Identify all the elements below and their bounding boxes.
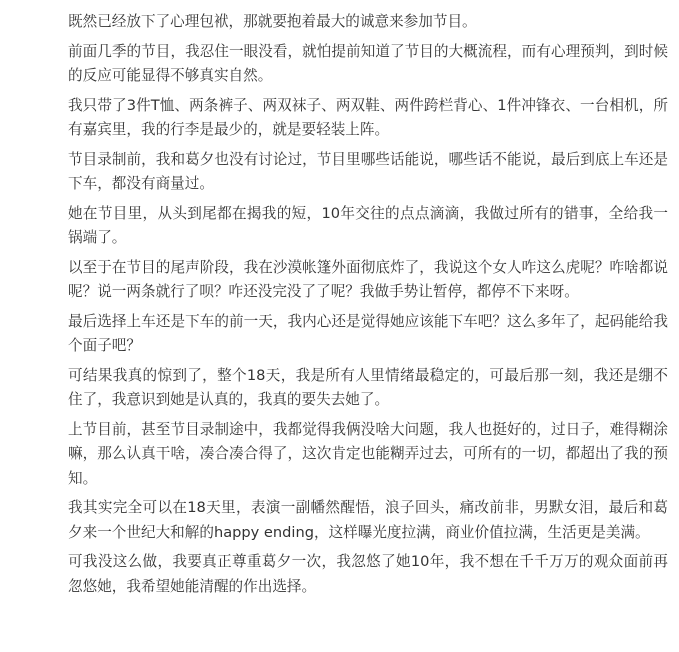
- paragraph-4: 节目录制前，我和葛夕也没有讨论过，节目里哪些话能说，哪些话不能说，最后到底上车还是下车，都没有商量过。: [68, 150, 668, 192]
- paragraph-10: 我其实完全可以在18天里，表演一副幡然醒悟，浪子回头，痛改前非，男默女泪，最后和葛夕来一个世纪大和解的happy ending，这样曝光度拉满，商业价值拉满，生活更是美满。: [68, 499, 668, 541]
- paragraph-9: 上节目前，甚至节目录制途中，我都觉得我俩没啥大问题，我人也挺好的，过日子，难得糊涂嘛，那么认真干啥，凑合凑合得了，这次肯定也能糊弄过去，可所有的一切，都超出了我的预知。: [68, 420, 668, 487]
- paragraph-5: 她在节目里，从头到尾都在揭我的短，10年交往的点点滴滴，我做过所有的错事，全给我一锅端了。: [68, 204, 668, 246]
- paragraph-3: 我只带了3件T恤、两条裤子、两双袜子、两双鞋、两件跨栏背心、1件冲锋衣、一台相机，所有嘉宾里，我的行李是最少的，就是要轻装上阵。: [68, 96, 668, 138]
- paragraph-6: 以至于在节目的尾声阶段，我在沙漠帐篷外面彻底炸了，我说这个女人咋这么虎呢？咋啥都说呢？说一两条就行了呗？咋还没完没了了呢？我做手势让暂停，都停不下来呀。: [68, 258, 668, 300]
- paragraph-8: 可结果我真的惊到了，整个18天，我是所有人里情绪最稳定的，可最后那一刻，我还是绷不住了，我意识到她是认真的，我真的要失去她了。: [68, 366, 668, 408]
- article-body: [68, 10, 668, 604]
- paragraph-1: 既然已经放下了心理包袱，那就要抱着最大的诚意来参加节目。: [68, 13, 477, 30]
- paragraph-11: 可我没这么做，我要真正尊重葛夕一次，我忽悠了她10年，我不想在千千万万的观众面前再忽悠她，我希望她能清醒的作出选择。: [68, 553, 668, 595]
- paragraph-7: 最后选择上车还是下车的前一天，我内心还是觉得她应该能下车吧？这么多年了，起码能给我个面子吧？: [68, 312, 668, 354]
- paragraph-2: 前面几季的节目，我忍住一眼没看，就怕提前知道了节目的大概流程，而有心理预判，到时候的反应可能显得不够真实自然。: [68, 42, 668, 84]
